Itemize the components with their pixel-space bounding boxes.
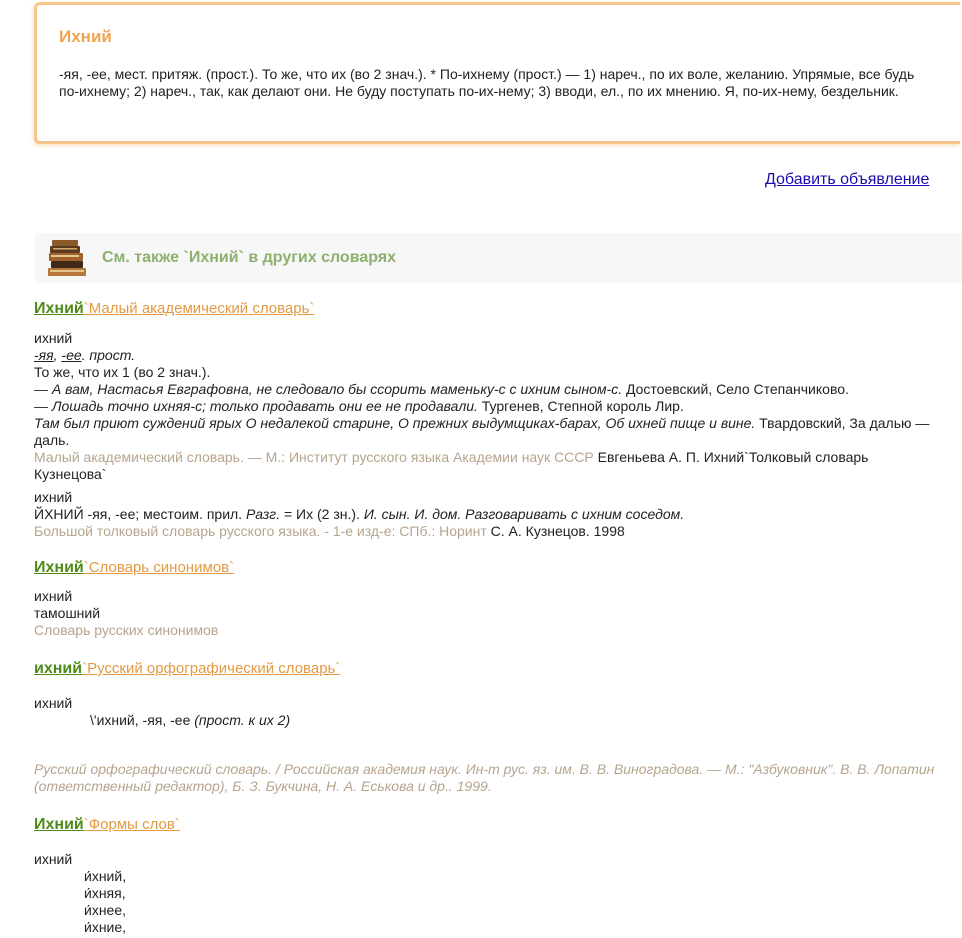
entry-word-link[interactable]: Ихний: [34, 559, 84, 576]
entry-mas: [34, 298, 940, 540]
quote-source: Достоевский, Село Степанчиково.: [622, 381, 849, 397]
entry-line: ихний: [34, 588, 73, 604]
entry-heading: [34, 298, 940, 320]
entry-word-link[interactable]: ихний: [34, 660, 83, 677]
label: Разг.: [245, 506, 281, 522]
entry-line: [34, 523, 940, 540]
books-icon: [46, 238, 90, 278]
entry-dictionary-link[interactable]: `Русский орфографический словарь`: [82, 660, 341, 677]
entry-synonyms: [34, 557, 940, 639]
form-link[interactable]: -ее: [61, 347, 82, 363]
word-form: и́хнее,: [84, 902, 127, 918]
entry-line: То же, что их 1 (во 2 знач.).: [34, 364, 211, 380]
entry-orthographic: [34, 658, 940, 795]
entry-line: [34, 506, 940, 523]
definition-text: -яя, -ее, мест. притяж. (прост.). То же, что их (во 2 знач.). * По-ихнему (прост.) — 1) нареч., по их воле, желанию. Упрямые, все будь по-ихнему; 2) нареч., так, как делают они. Не буду поступать по-их-нему; 3) вводи, ел., по их мнению. Я, по-их-нему, бездельник.: [59, 66, 915, 99]
headword: \'ихний, -яя, -ее: [90, 712, 195, 728]
entry-line: [34, 381, 940, 398]
entry-word-link[interactable]: Ихний: [34, 816, 84, 833]
entry-line: [34, 347, 940, 364]
quote-source: Тургенев, Степной король Лир.: [477, 398, 684, 414]
examples: И. сын. И. дом. Разговаривать с ихним соседом.: [363, 506, 685, 522]
add-ad-link[interactable]: Добавить объявление: [765, 171, 930, 188]
quote: Там был приют суждений ярых О недалекой старине, О прежних выдумщиках-барах, Об ихней пище и вине.: [34, 415, 756, 431]
source-note: Большой толковый словарь русского языка. - 1-е изд-е: СПб.: Норинт: [34, 523, 487, 539]
entries-list: [34, 298, 940, 936]
entry-dictionary-link[interactable]: `Формы слов`: [83, 816, 180, 833]
quote: — А вам, Настасья Евграфовна, не следовало бы ссорить маменьку-с с ихним сыном-с.: [34, 381, 623, 397]
word-form: и́хний,: [84, 868, 127, 884]
source-author: Евгеньева А. П. Ихний`Толковый словарь Кузнецова`: [34, 449, 869, 482]
definition-card: [34, 2, 960, 144]
entry-line: ихний: [34, 330, 73, 346]
see-also-title: См. также `Ихний` в других словарях: [102, 249, 397, 266]
entry-line: [34, 449, 940, 483]
definition-title: Ихний: [59, 27, 112, 46]
form-link[interactable]: -яя: [34, 347, 54, 363]
entry-line: ихний: [34, 695, 73, 711]
entry-line: тамошний: [34, 605, 101, 621]
source-note: Русский орфографический словарь. / Российская академия наук. Ин-т рус. яз. им. В. В. Виноградова. — М.: "Азбуковник". В. В. Лопатин (ответственный редактор), Б. З. Букчина, Н. А. Еськова и др.. 1999.: [34, 761, 935, 794]
definition: = Их (2 зн.).: [280, 506, 364, 522]
entry-heading: [34, 814, 940, 836]
quote: — Лошадь точно ихняя-с; только продавать они ее не продавали.: [34, 398, 478, 414]
entry-line: ихний: [34, 851, 73, 867]
source-note: Малый академический словарь. — М.: Институт русского языка Академии наук СССР: [34, 449, 594, 465]
source-note: Словарь русских синонимов: [34, 622, 219, 638]
quote-source: Твардовский, За далью — даль.: [34, 415, 930, 448]
word-form: и́хние,: [84, 919, 127, 935]
entry-dictionary-link[interactable]: `Малый академический словарь`: [83, 300, 315, 317]
entry-line: [34, 415, 940, 449]
entry-dictionary-link[interactable]: `Словарь синонимов`: [83, 559, 235, 576]
headword: ЙХНИЙ: [34, 506, 84, 522]
entry-word-link[interactable]: Ихний: [34, 300, 84, 317]
label: (прост. к их 2): [194, 712, 291, 728]
word-form: и́хняя,: [84, 885, 126, 901]
entry-line: [34, 398, 940, 415]
sep: ,: [53, 347, 62, 363]
entry-line: [34, 712, 940, 729]
source-author: С. А. Кузнецов. 1998: [486, 523, 625, 539]
entry-line: ихний: [34, 489, 73, 505]
entry-word-forms: [34, 814, 940, 936]
grammar: -яя, -ее; местоим. прил.: [83, 506, 246, 522]
see-also-header: [34, 233, 962, 283]
entry-heading: [34, 658, 940, 680]
entry-heading: [34, 557, 940, 579]
label: . прост.: [81, 347, 136, 363]
